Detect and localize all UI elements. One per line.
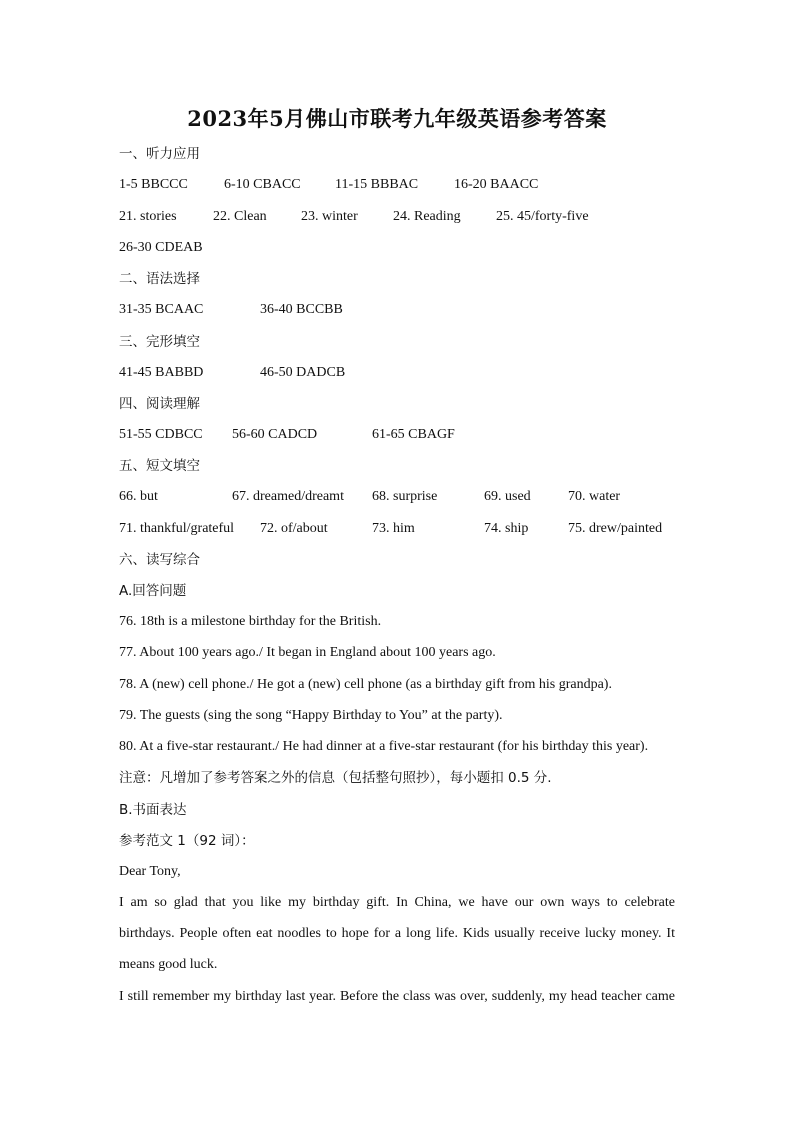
answer-group: 46-50 DADCB	[260, 365, 346, 380]
answer-item: 24. Reading	[393, 209, 461, 224]
essay-line: I am so glad that you like my birthday gift. In China, we have our own ways to celebrate	[119, 895, 675, 910]
answer-item: 22. Clean	[213, 209, 267, 224]
answer-group: 11-15 BBBAC	[335, 177, 419, 192]
part-a-heading: A.回答问题	[119, 583, 187, 599]
essay-line: birthdays. People often eat noodles to hope for a long life. Kids usually receive lucky money. It	[119, 926, 675, 941]
answer-item: 68. surprise	[372, 489, 438, 504]
answer-group: 61-65 CBAGF	[372, 427, 455, 442]
answer-line: 78. A (new) cell phone./ He got a (new) cell phone (as a birthday gift from his grandpa).	[119, 677, 612, 692]
answer-item: 74. ship	[484, 521, 529, 536]
answer-item: 66. but	[119, 489, 158, 504]
page-title: 2023年5月佛山市联考九年级英语参考答案	[187, 106, 607, 131]
answer-item: 75. drew/painted	[568, 521, 663, 536]
answer-line: 76. 18th is a milestone birthday for the British.	[119, 614, 382, 629]
answer-group: 1-5 BBCCC	[119, 177, 188, 192]
answer-group: 31-35 BCAAC	[119, 302, 204, 317]
part-b-heading: B.书面表达	[119, 802, 187, 818]
answer-item: 25. 45/forty-five	[496, 209, 589, 224]
letter-greeting: Dear Tony,	[119, 864, 181, 879]
section-heading-fill-in: 五、短文填空	[119, 458, 200, 474]
sample-essay-label: 参考范文 1（92 词）：	[119, 833, 255, 849]
answer-item: 72. of/about	[260, 521, 328, 536]
essay-line: I still remember my birthday last year. Before the class was over, suddenly, my head teacher came	[119, 989, 675, 1004]
answer-group: 16-20 BAACC	[454, 177, 539, 192]
answer-item: 21. stories	[119, 209, 177, 224]
answer-item: 71. thankful/grateful	[119, 521, 235, 536]
answer-line: 79. The guests (sing the song “Happy Birthday to You” at the party).	[119, 708, 503, 723]
section-heading-reading-writing: 六、读写综合	[119, 552, 200, 568]
section-heading-cloze: 三、完形填空	[119, 334, 200, 350]
answer-group: 26-30 CDEAB	[119, 240, 203, 255]
answer-group: 51-55 CDBCC	[119, 427, 203, 442]
essay-line: means good luck.	[119, 957, 218, 972]
answer-line: 77. About 100 years ago./ It began in England about 100 years ago.	[119, 645, 496, 660]
answer-group: 6-10 CBACC	[224, 177, 301, 192]
answer-item: 70. water	[568, 489, 621, 504]
grading-note: 注意：凡增加了参考答案之外的信息（包括整句照抄），每小题扣 0.5 分.	[119, 770, 552, 786]
section-heading-listening: 一、听力应用	[119, 146, 200, 162]
answer-line: 80. At a five-star restaurant./ He had dinner at a five-star restaurant (for his birthday this year).	[119, 739, 649, 754]
answer-group: 36-40 BCCBB	[260, 302, 343, 317]
answer-item: 69. used	[484, 489, 531, 504]
answer-group: 41-45 BABBD	[119, 365, 204, 380]
section-heading-reading: 四、阅读理解	[119, 396, 200, 412]
answer-item: 67. dreamed/dreamt	[232, 489, 344, 504]
section-heading-grammar: 二、语法选择	[119, 271, 200, 287]
answer-item: 23. winter	[301, 209, 358, 224]
answer-group: 56-60 CADCD	[232, 427, 318, 442]
answer-item: 73. him	[372, 521, 415, 536]
